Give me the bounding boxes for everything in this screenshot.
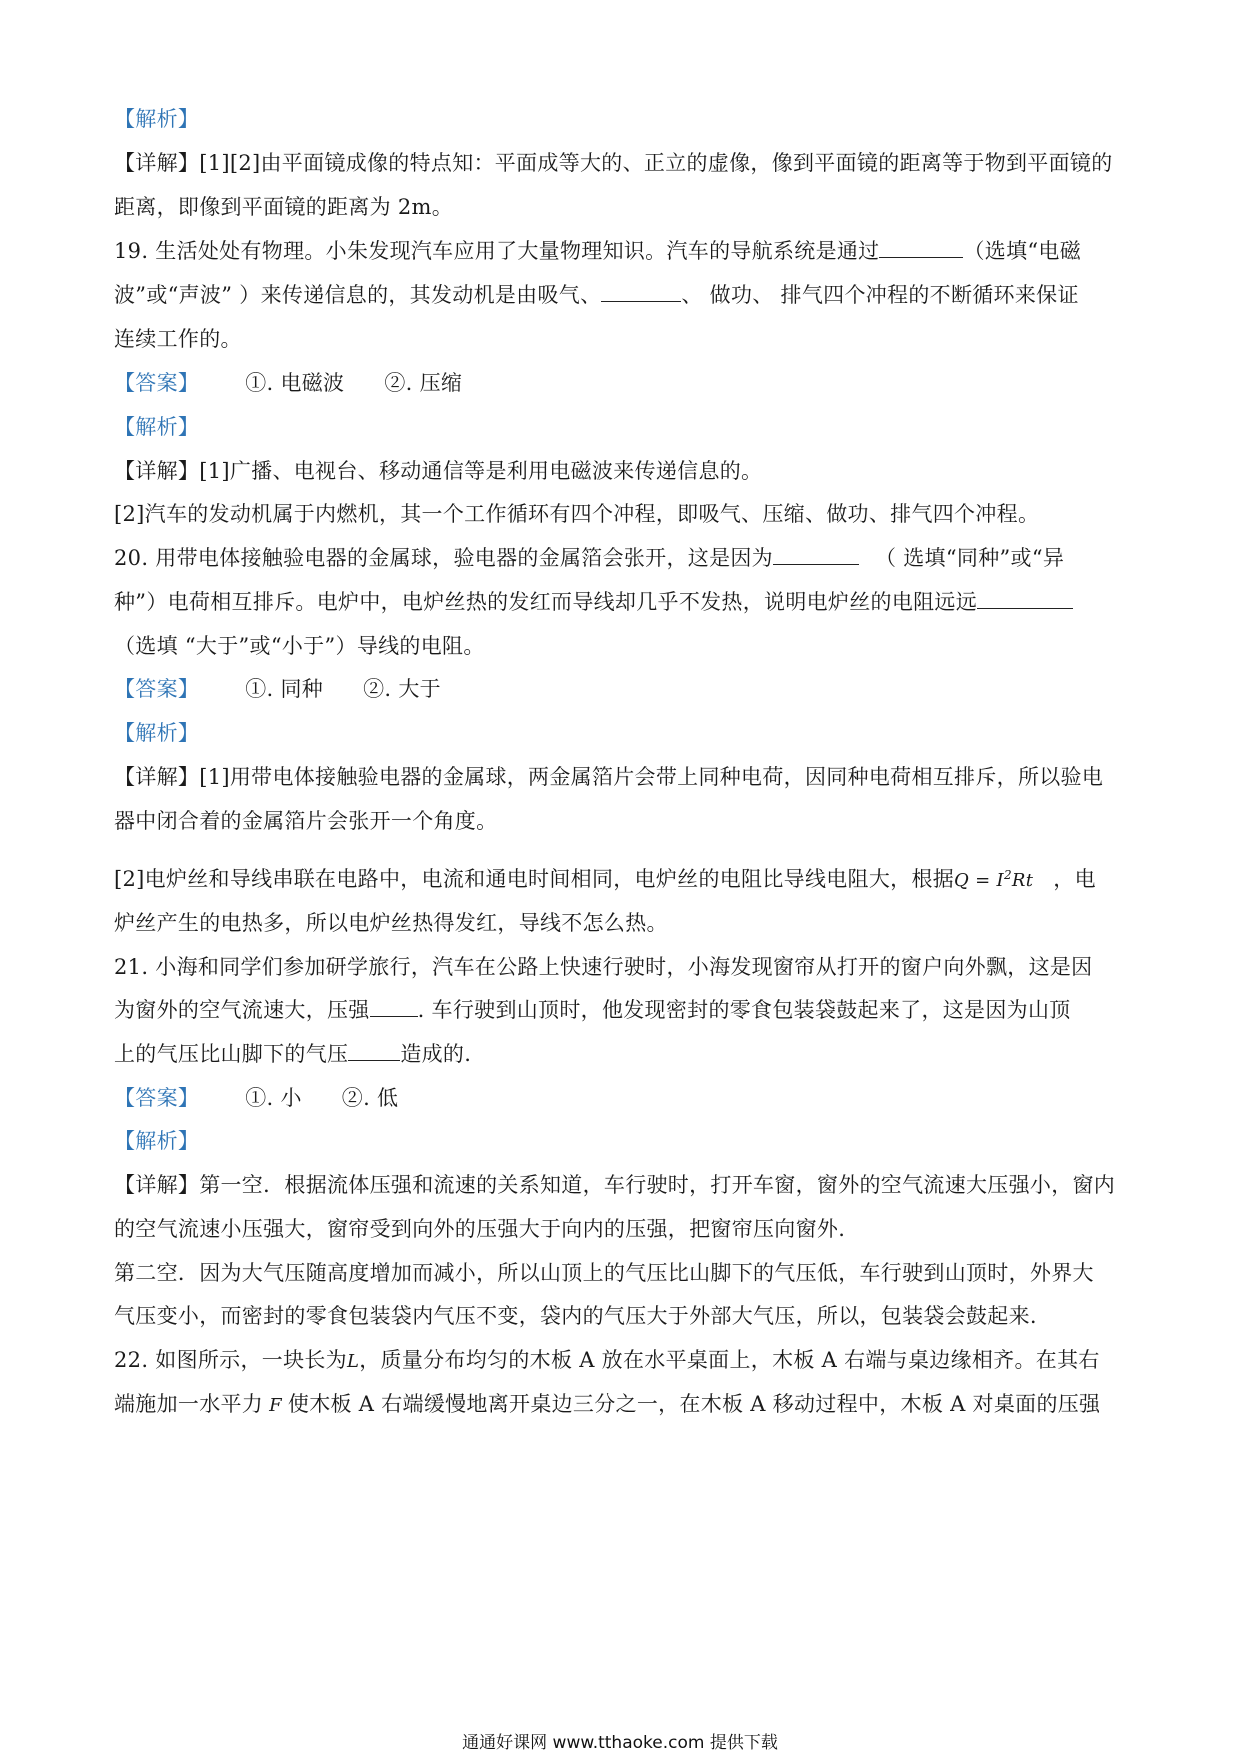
- question-text: . 车行驶到山顶时，他发现密封的零食包装袋鼓起来了，这是因为山顶: [417, 998, 1071, 1022]
- analysis-tag: 【解析】: [114, 415, 200, 439]
- answer-tag: 【答案】: [114, 371, 200, 395]
- detail-paragraph-line: [114, 456, 1134, 486]
- detail-text: 第二空．因为大气压随高度增加而减小，所以山顶上的气压比山脚下的气压低，车行驶到山顶时，外界大: [114, 1261, 1094, 1285]
- detail-text: 气压变小，而密封的零食包装袋内气压不变，袋内的气压大于外部大气压，所以，包装袋会鼓起来.: [114, 1304, 1037, 1328]
- answer-blank: [370, 996, 418, 1017]
- answer-2: ②. 大于: [363, 677, 441, 701]
- question-text: ，质量分布均匀的木板 A 放在水平桌面上，木板 A 右端与桌边缘相齐。在其右: [359, 1348, 1100, 1372]
- question-text: 使木板 A 右端缓慢地离开桌边三分之一，在木板 A 移动过程中，木板 A 对桌面的压强: [287, 1392, 1101, 1416]
- variable-L: L: [346, 1351, 360, 1372]
- answer-2: ②. 压缩: [384, 371, 463, 395]
- answer-line: [114, 368, 1134, 398]
- question-21-line: [114, 995, 1134, 1025]
- answer-blank: [773, 544, 859, 565]
- detail-text: [2]汽车的发动机属于内燃机，其一个工作循环有四个冲程，即吸气、压缩、做功、排气四个冲程。: [114, 502, 1040, 526]
- question-text: 、 做功、 排气四个冲程的不断循环来保证: [681, 283, 1079, 307]
- answer-1: ①. 电磁波: [245, 371, 345, 395]
- question-20-line: [114, 631, 1134, 661]
- detail-paragraph-line: [114, 499, 1134, 529]
- detail-tag: 【详解】: [114, 1173, 200, 1197]
- question-text: 种”）电荷相互排斥。电炉中，电炉丝热的发红而导线却几乎不发热，说明电炉丝的电阻远远: [114, 590, 978, 614]
- answer-2: ②. 低: [341, 1086, 399, 1110]
- question-19-line: [114, 324, 1134, 354]
- answer-1: ①. 同种: [245, 677, 324, 701]
- analysis-heading: [114, 718, 1134, 748]
- detail-text: 距离，即像到平面镜的距离为 2m。: [114, 195, 454, 219]
- question-21-line: [114, 952, 1134, 982]
- question-text: （ 选填“同种”或“异: [874, 546, 1065, 570]
- question-19-line: [114, 280, 1134, 310]
- analysis-heading: [114, 412, 1134, 442]
- question-text: 为窗外的空气流速大，压强: [114, 998, 370, 1022]
- detail-paragraph-line: [114, 1170, 1134, 1200]
- answer-line: [114, 1083, 1134, 1113]
- detail-paragraph-line: [114, 806, 1134, 836]
- detail-text: 的空气流速小压强大，窗帘受到向外的压强大于向内的压强，把窗帘压向窗外.: [114, 1217, 846, 1241]
- question-text: 22. 如图所示，一块长为: [114, 1348, 347, 1372]
- joule-formula: $Q = I^2Rt$: [954, 868, 1034, 891]
- detail-text: 第一空．根据流体压强和流速的关系知道，车行驶时，打开车窗，窗外的空气流速大压强小，窗内: [199, 1173, 1116, 1197]
- question-text: 21. 小海和同学们参加研学旅行，汽车在公路上快速行驶时，小海发现窗帘从打开的窗户向外飘，这是因: [114, 955, 1093, 979]
- page-footer: 通通好课网 www.tthaoke.com 提供下载: [462, 1733, 778, 1753]
- detail-text: [1][2]由平面镜成像的特点知：平面成等大的、正立的虚像，像到平面镜的距离等于物到平面镜的: [199, 151, 1113, 175]
- detail-paragraph-line: [114, 1301, 1134, 1331]
- question-text: 造成的.: [400, 1042, 472, 1066]
- detail-paragraph-line: [114, 192, 1134, 222]
- detail-paragraph-line: [114, 148, 1134, 178]
- answer-line: [114, 674, 1134, 704]
- detail-paragraph-line: [114, 860, 1134, 896]
- detail-text: [1]用带电体接触验电器的金属球，两金属箔片会带上同种电荷，因同种电荷相互排斥，所以验电: [199, 765, 1104, 789]
- question-text: （选填 “大于”或“小于”）导线的电阻。: [114, 634, 485, 658]
- analysis-heading: [114, 1126, 1134, 1156]
- question-text: 端施加一水平力: [114, 1392, 264, 1416]
- question-text: 上的气压比山脚下的气压: [114, 1042, 349, 1066]
- answer-blank: [601, 281, 681, 302]
- analysis-tag: 【解析】: [114, 107, 200, 131]
- detail-text: [2]电炉丝和导线串联在电路中，电流和通电时间相同，电炉丝的电阻比导线电阻大，根据: [114, 867, 955, 891]
- answer-tag: 【答案】: [114, 677, 200, 701]
- variable-F: F: [269, 1395, 282, 1416]
- detail-text: 炉丝产生的电热多，所以电炉丝热得发红，导线不怎么热。: [114, 911, 668, 935]
- answer-blank: [977, 588, 1073, 609]
- detail-paragraph-line: [114, 1258, 1134, 1288]
- detail-text: [1]广播、电视台、移动通信等是利用电磁波来传递信息的。: [199, 459, 763, 483]
- question-19-line: [114, 236, 1134, 266]
- detail-paragraph-line: [114, 908, 1134, 938]
- question-text: 波”或“声波” ）来传递信息的，其发动机是由吸气、: [114, 283, 602, 307]
- question-22-line: [114, 1345, 1134, 1377]
- detail-paragraph-line: [114, 762, 1134, 792]
- question-text: 20. 用带电体接触验电器的金属球，验电器的金属箔会张开，这是因为: [114, 546, 773, 570]
- question-text: 连续工作的。: [114, 327, 242, 351]
- question-20-line: [114, 543, 1134, 573]
- answer-blank: [879, 237, 963, 258]
- answer-blank: [348, 1040, 400, 1061]
- detail-paragraph-line: [114, 1214, 1134, 1244]
- question-22-line: [114, 1389, 1134, 1421]
- analysis-tag: 【解析】: [114, 1129, 200, 1153]
- question-20-line: [114, 587, 1134, 617]
- detail-text: 器中闭合着的金属箔片会张开一个角度。: [114, 809, 498, 833]
- detail-text: ，电: [1053, 867, 1096, 891]
- question-text: （选填“电磁: [963, 239, 1082, 263]
- detail-tag: 【详解】: [114, 765, 200, 789]
- detail-tag: 【详解】: [114, 459, 200, 483]
- analysis-heading: [114, 104, 1134, 134]
- question-21-line: [114, 1039, 1134, 1069]
- question-text: 19. 生活处处有物理。小朱发现汽车应用了大量物理知识。汽车的导航系统是通过: [114, 239, 880, 263]
- analysis-tag: 【解析】: [114, 721, 200, 745]
- answer-tag: 【答案】: [114, 1086, 200, 1110]
- detail-tag: 【详解】: [114, 151, 200, 175]
- answer-1: ①. 小: [245, 1086, 302, 1110]
